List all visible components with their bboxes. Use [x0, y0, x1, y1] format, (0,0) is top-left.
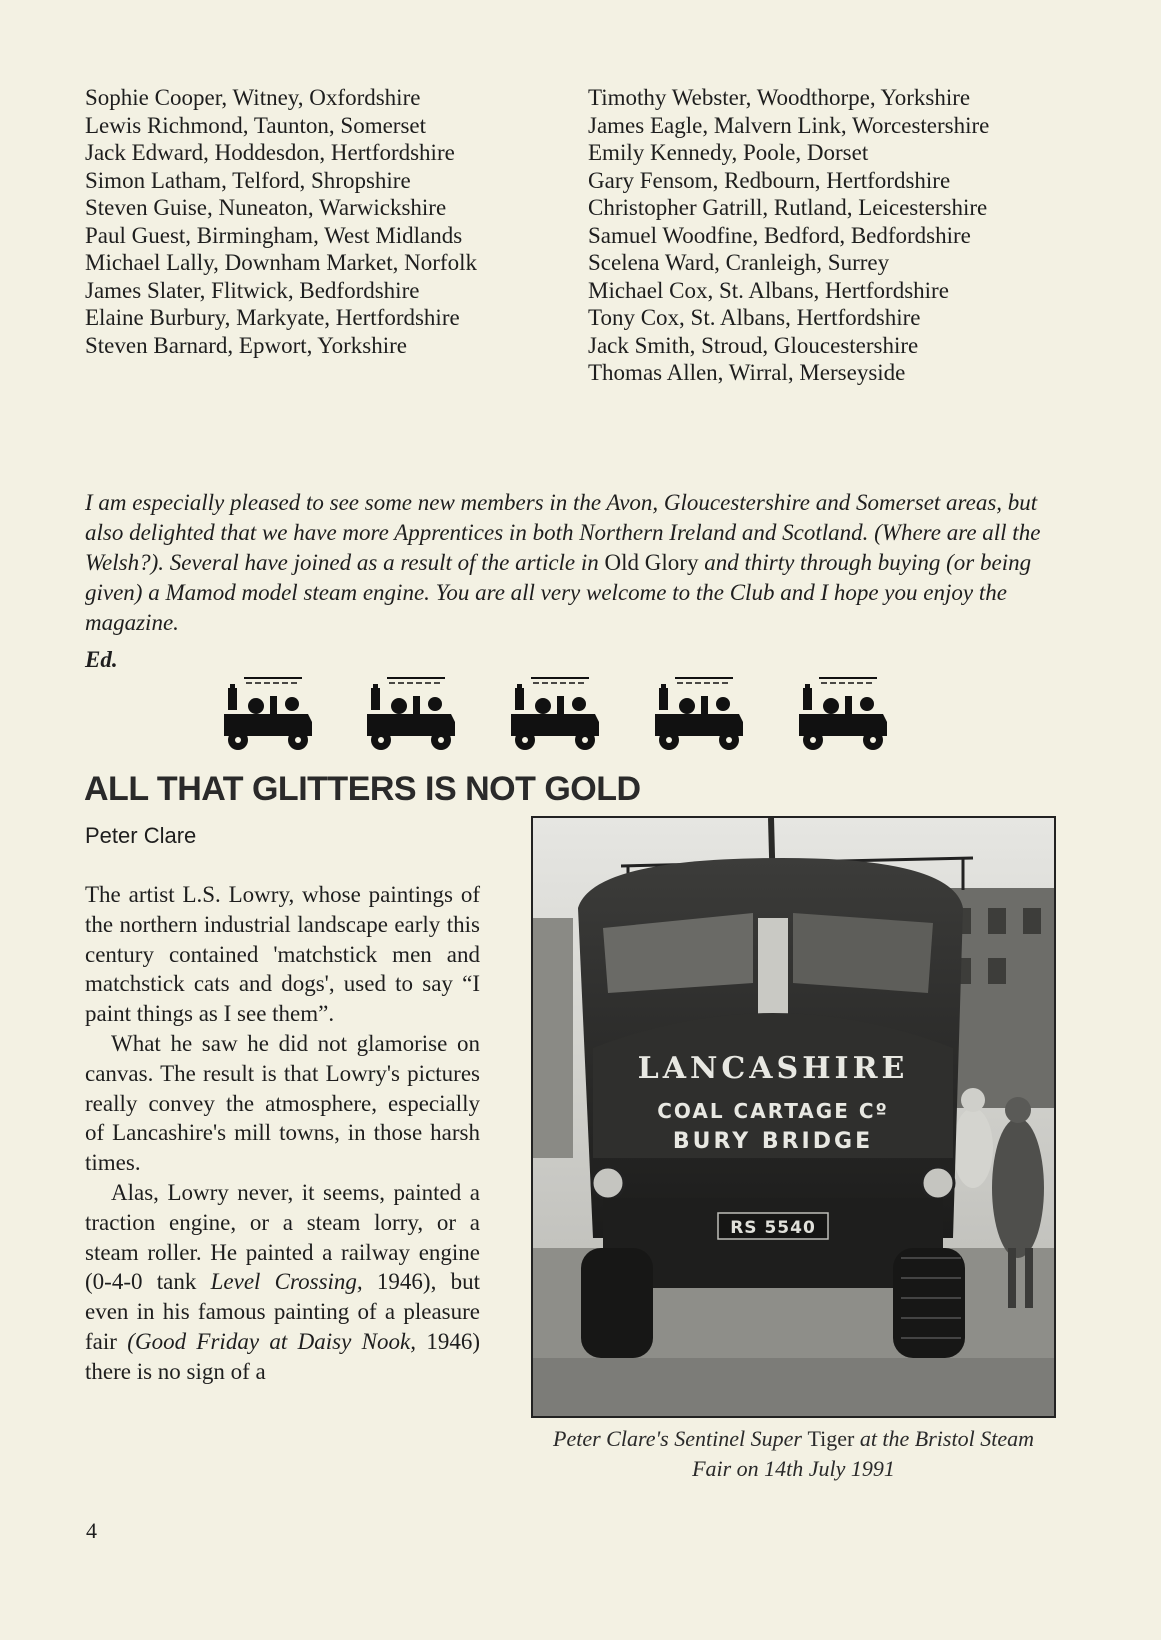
steam-lorry-photo	[531, 816, 1056, 1418]
member-entry: Emily Kennedy, Poole, Dorset	[588, 140, 869, 165]
member-entry: Tony Cox, St. Albans, Hertfordshire	[588, 305, 921, 330]
painting-title: (Good Friday at Daisy Nook,	[127, 1328, 416, 1354]
paragraph: The artist L.S. Lowry, whose paintings of the northern industrial landscape early this century contained 'matchstick men and matchstick cats and dogs', used to say “I paint things as I see them”.	[85, 882, 480, 1027]
new-members-list-right	[588, 84, 1078, 387]
member-entry: Steven Barnard, Epwort, Yorkshire	[85, 332, 407, 358]
member-entry: Sophie Cooper, Witney, Oxfordshire	[85, 85, 421, 110]
member-entry: Scelena Ward, Cranleigh, Surrey	[588, 250, 890, 275]
member-entry: Samuel Woodfine, Bedford, Bedfordshire	[588, 222, 971, 248]
member-entry: Thomas Allen, Wirral, Merseyside	[588, 360, 906, 385]
paragraph: What he saw he did not glamorise on canvas. The result is that Lowry's pictures really convey the atmosphere, especially of Lancashire's mill towns, in those harsh times.	[85, 1030, 480, 1176]
member-entry: Paul Guest, Birmingham, West Midlands	[85, 222, 463, 248]
member-entry: Lewis Richmond, Taunton, Somerset	[85, 112, 427, 138]
member-entry: Elaine Burbury, Markyate, Hertfordshire	[85, 305, 460, 330]
model-name: Tiger	[807, 1426, 855, 1451]
lorry-sign-line2: BURY BRIDGE	[672, 1129, 874, 1154]
steam-traction-engine-icon	[365, 674, 459, 754]
member-entry: Simon Latham, Telford, Shropshire	[85, 167, 411, 193]
editor-signature: Ed.	[85, 647, 118, 672]
member-entry: Gary Fensom, Redbourn, Hertfordshire	[588, 167, 951, 193]
member-entry: James Eagle, Malvern Link, Worcestershire	[588, 112, 990, 138]
paragraph: Alas, Lowry never, it seems, painted a traction engine, or a steam lorry, or a steam roller. He painted a railway engine (0-4-0 tank Level Crossing, 1946), but even in his famous painting of a pleasure fair (Good Friday at Daisy Nook, 1946) there is no sign of a	[85, 1179, 481, 1384]
ornament-row	[222, 674, 922, 754]
member-entry: Timothy Webster, Woodthorpe, Yorkshire	[588, 85, 971, 110]
photo-illustration	[533, 818, 1054, 1416]
new-members-list-left	[85, 84, 555, 359]
steam-traction-engine-icon	[653, 674, 747, 754]
member-entry: Jack Edward, Hoddesdon, Hertfordshire	[85, 140, 455, 165]
page-number: 4	[86, 1518, 97, 1543]
steam-traction-engine-icon	[509, 674, 603, 754]
member-entry: Christopher Gatrill, Rutland, Leicestershire	[588, 195, 988, 220]
painting-title: Level Crossing,	[210, 1269, 363, 1295]
lorry-sign-line1: COAL CARTAGE Cº	[657, 1099, 889, 1123]
photo-caption: Peter Clare's Sentinel Super Tiger at the Bristol Steam Fair on 14th July 1991	[553, 1426, 1034, 1481]
article-body	[85, 880, 480, 1387]
member-entry: Steven Guise, Nuneaton, Warwickshire	[85, 195, 447, 220]
publication-name: Old Glory	[604, 550, 699, 575]
editor-note: I am especially pleased to see some new members in the Avon, Gloucestershire and Somerset areas, but also delighted that we have more Apprentices in both Northern Ireland and Scotland. (Where are all the Welsh?). Several have joined as a result of the article in Old Glory and thirty through buying (or being given) a Mamod model steam engine. You are all very welcome to the Club and I hope you enjoy the magazine.	[85, 490, 1041, 635]
lorry-headboard-text: LANCASHIRE	[637, 1051, 909, 1086]
steam-traction-engine-icon	[797, 674, 891, 754]
member-entry: Jack Smith, Stroud, Gloucestershire	[588, 332, 919, 358]
member-entry: Michael Cox, St. Albans, Hertfordshire	[588, 277, 949, 303]
steam-traction-engine-icon	[222, 674, 316, 754]
article-title: ALL THAT GLITTERS IS NOT GOLD	[84, 770, 641, 808]
number-plate: RS 5540	[730, 1218, 816, 1238]
member-entry: James Slater, Flitwick, Bedfordshire	[85, 277, 420, 303]
member-entry: Michael Lally, Downham Market, Norfolk	[85, 250, 477, 275]
article-byline: Peter Clare	[85, 823, 197, 848]
